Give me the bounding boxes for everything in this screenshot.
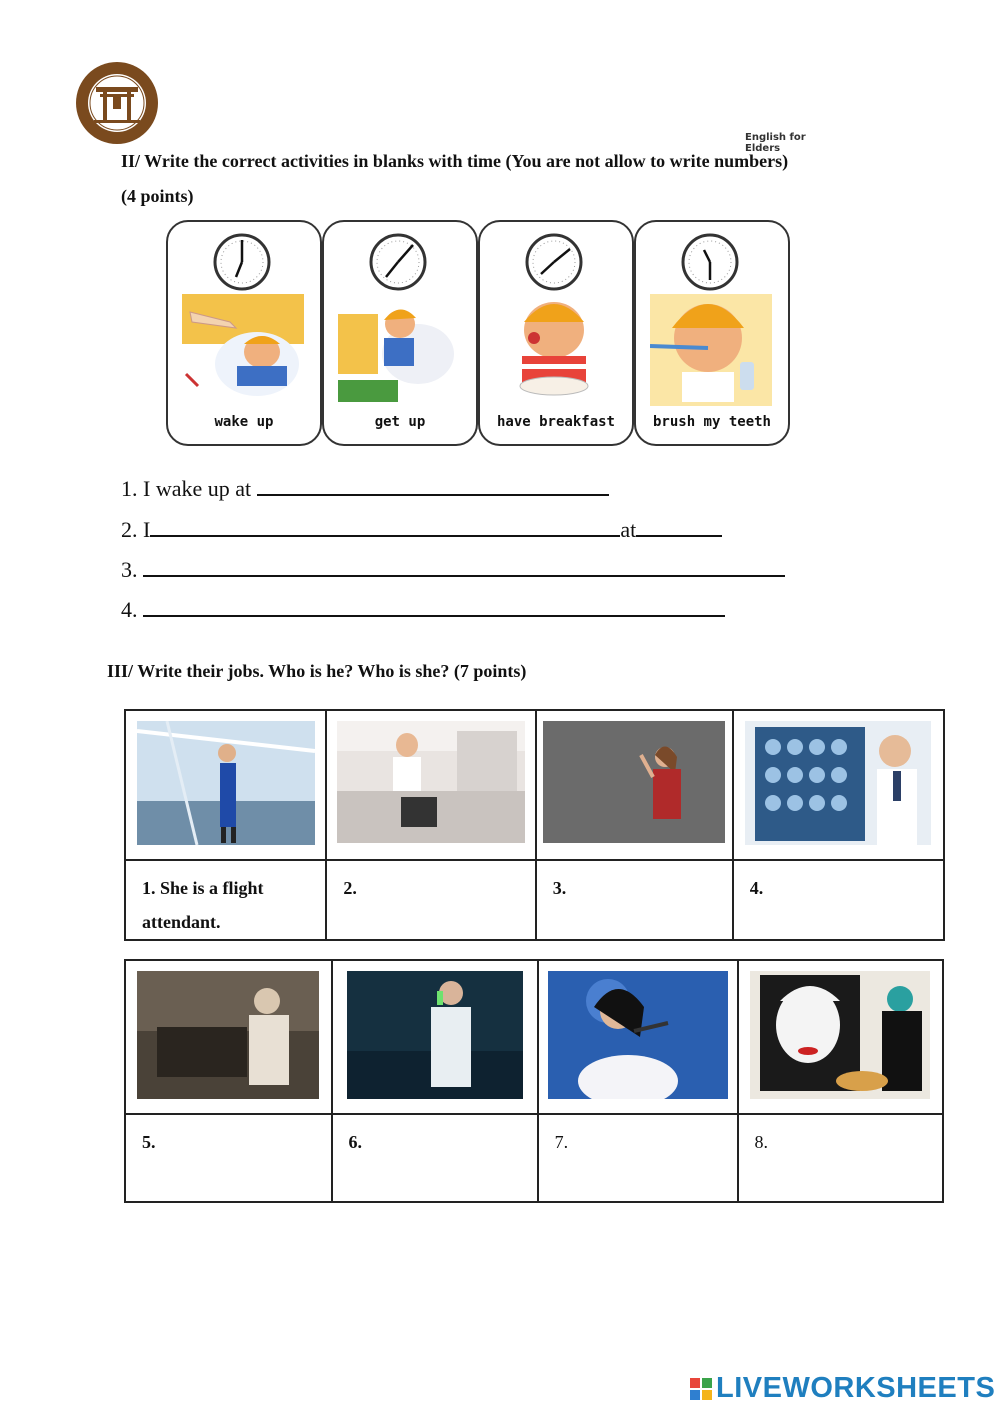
photo-cell — [125, 960, 332, 1114]
tagline: English for Elders — [745, 132, 806, 154]
answer-blank-2-time[interactable] — [636, 513, 722, 537]
clock-icon — [680, 232, 740, 292]
telephone-operator-photo — [137, 971, 319, 1099]
job-label-7: 7. — [554, 1132, 569, 1152]
teacher-photo — [543, 721, 725, 843]
card-caption: have breakfast — [496, 414, 615, 430]
job-label-1: 1. She is a flight attendant. — [142, 878, 264, 932]
wake-up-illustration — [182, 294, 304, 406]
card-caption: brush my teeth — [652, 414, 771, 430]
card-caption: wake up — [214, 414, 274, 430]
photo-cell — [326, 710, 535, 860]
photo-cell — [332, 960, 538, 1114]
photo-cell — [125, 710, 326, 860]
routine-cards — [166, 220, 792, 446]
answer-blank-2-activity[interactable] — [150, 513, 620, 537]
sentence-2-at: at — [620, 517, 637, 542]
sentence-3-prefix: 3. — [121, 557, 138, 582]
answer-cell-6[interactable] — [332, 1114, 538, 1202]
answer-cell-3[interactable] — [536, 860, 733, 940]
painter-photo — [750, 971, 930, 1099]
job-label-2: 2. — [343, 878, 357, 898]
photo-cell — [733, 710, 944, 860]
answer-blank-1[interactable] — [257, 472, 609, 496]
section2-points: (4 points) — [121, 186, 194, 206]
answer-cell-1[interactable] — [125, 860, 326, 940]
job-label-4: 4. — [749, 878, 764, 898]
scientist-photo — [347, 971, 523, 1099]
photo-cell — [536, 710, 733, 860]
clock-icon — [524, 232, 584, 292]
liveworksheets-icon — [690, 1378, 712, 1400]
section2-title: II/ Write the correct activities in blanks with time (You are not allow to write numbers) — [121, 151, 789, 171]
routine-card-brush-teeth — [634, 220, 790, 446]
sentence-4-prefix: 4. — [121, 597, 138, 622]
doctor-photo — [745, 721, 931, 845]
singer-photo — [548, 971, 728, 1099]
answer-cell-5[interactable] — [125, 1114, 332, 1202]
job-label-6: 6. — [348, 1132, 363, 1152]
card-caption: get up — [374, 414, 426, 430]
section3-title: III/ Write their jobs. Who is he? Who is she? (7 points) — [107, 661, 527, 681]
sentence-3 — [121, 553, 785, 583]
answer-cell-4[interactable] — [733, 860, 944, 940]
answer-blank-3[interactable] — [143, 553, 785, 577]
sentence-1-prefix: 1. I wake up at — [121, 476, 252, 501]
liveworksheets-brand[interactable] — [690, 1372, 995, 1405]
routine-card-get-up — [322, 220, 478, 446]
brand-text: LIVEWORKSHEETS — [716, 1372, 996, 1404]
job-label-5: 5. — [142, 1132, 156, 1152]
answer-blank-4[interactable] — [143, 593, 725, 617]
job-label-8: 8. — [754, 1132, 768, 1152]
school-logo — [72, 60, 162, 146]
brush-teeth-illustration — [650, 294, 772, 406]
sentence-2 — [121, 513, 722, 543]
photo-cell — [538, 960, 738, 1114]
clock-icon — [212, 232, 272, 292]
bank-teller-photo — [337, 721, 525, 843]
answer-cell-2[interactable] — [326, 860, 535, 940]
flight-attendant-photo — [137, 721, 315, 845]
jobs-table-2 — [124, 959, 944, 1203]
sentence-2-prefix: 2. I — [121, 517, 151, 542]
answer-cell-7[interactable] — [538, 1114, 738, 1202]
jobs-table-1 — [124, 709, 945, 941]
answer-cell-8[interactable] — [738, 1114, 944, 1202]
sentence-1 — [121, 472, 609, 502]
routine-card-wake-up — [166, 220, 322, 446]
sentence-4 — [121, 593, 725, 623]
photo-cell — [738, 960, 944, 1114]
have-breakfast-illustration — [494, 294, 616, 406]
clock-icon — [368, 232, 428, 292]
routine-card-have-breakfast — [478, 220, 634, 446]
get-up-illustration — [338, 294, 460, 406]
job-label-3: 3. — [552, 878, 567, 898]
